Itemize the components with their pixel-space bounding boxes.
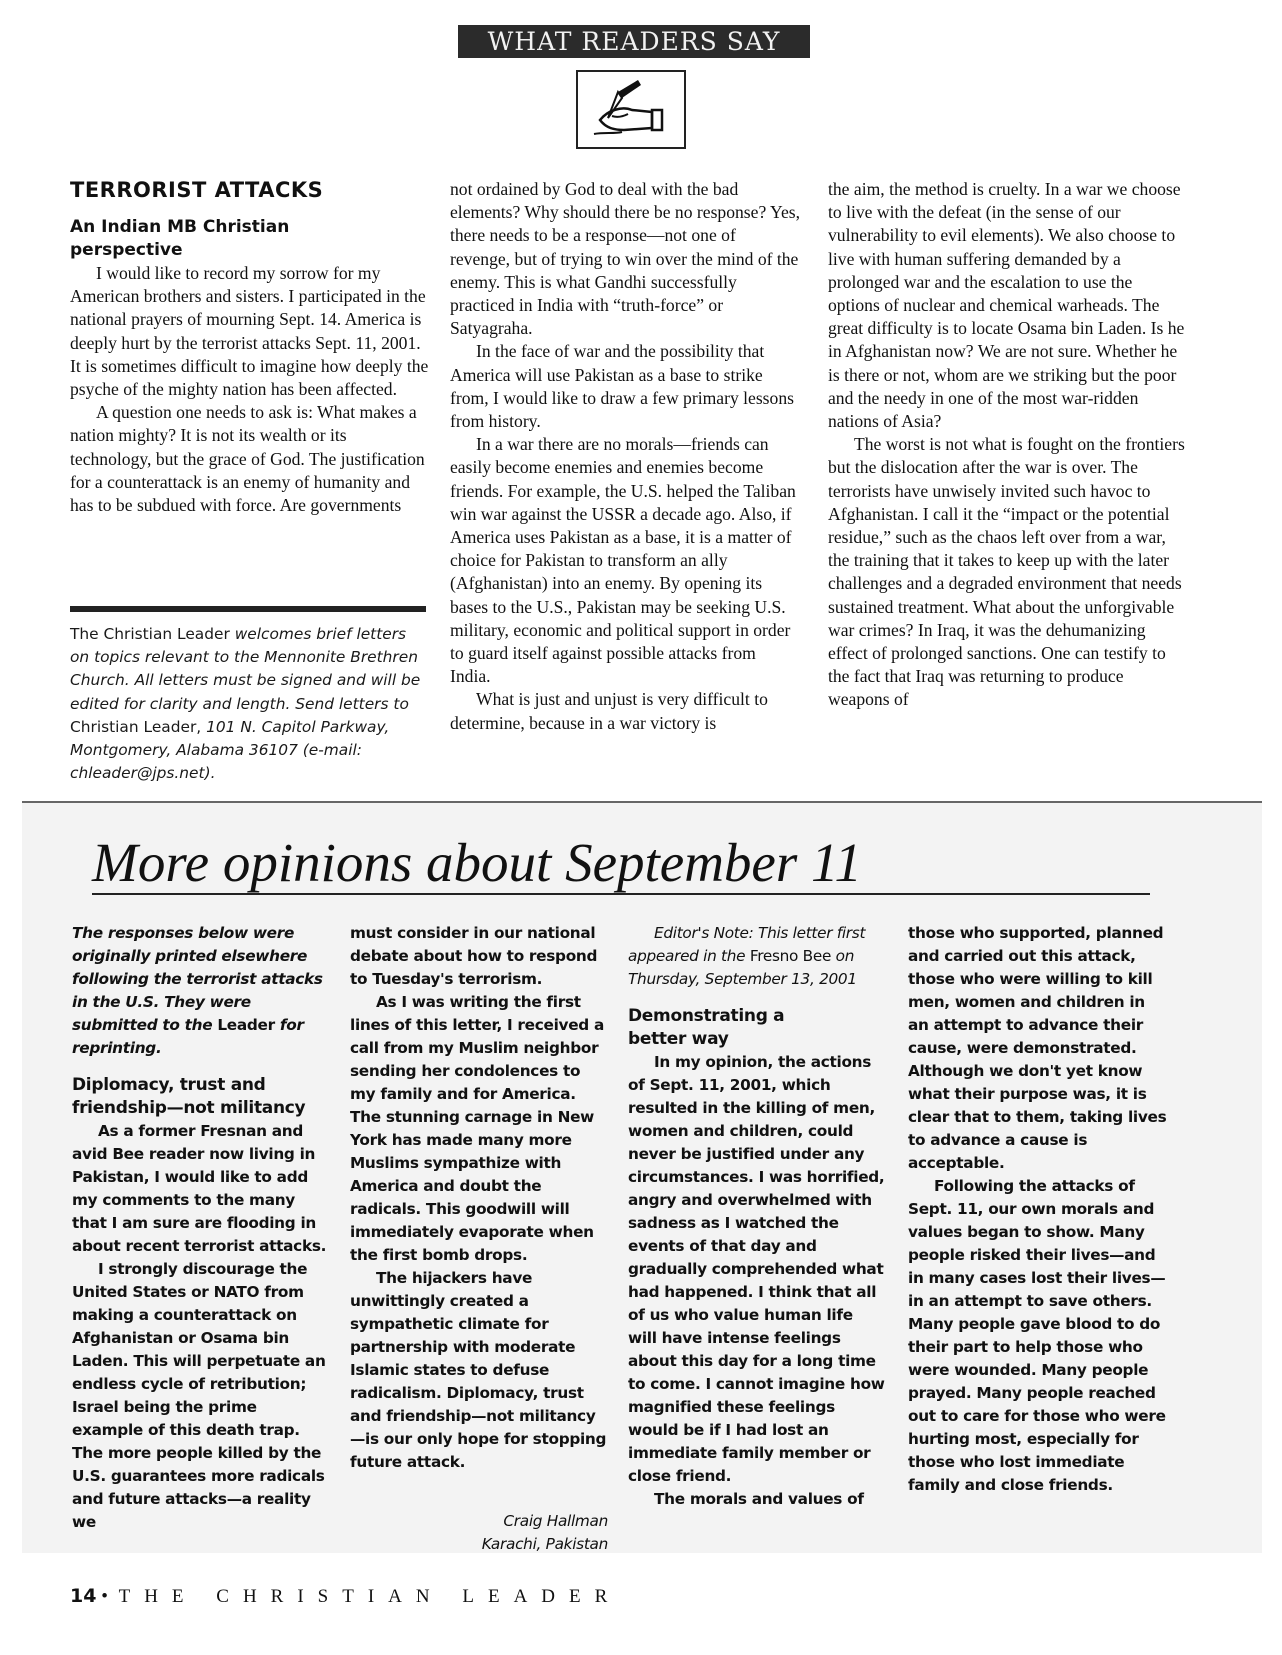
letter-column-3 (828, 178, 1188, 712)
page-number: 14 (70, 1585, 97, 1607)
paragraph: Following the attacks of Sept. 11, our own morals and values began to show. Many people risked their lives—and in many cases lost their lives—in an attempt to save others. Many people gave blood to do their part to help those who were wounded. Many people prayed. Many people reached out to care for those who were hurting most, especially for those who lost immediate family and close friends. (908, 1177, 1166, 1494)
publication-name: Fresno Bee (749, 947, 832, 965)
publication-title: THE CHRISTIAN LEADER (118, 1586, 622, 1607)
notice-text: 101 N. Capitol Parkway, Montgomery, Alabama 36107 (e-mail: chleader@jps.net). (70, 717, 390, 783)
paragraph: As a former Fresnan and avid Bee reader now living in Pakistan, I would like to add my comments to the many that I am sure are flooding in about recent terrorist attacks. (72, 1122, 327, 1255)
section-title: TERRORIST ATTACKS (70, 178, 324, 202)
publication-name: The Christian Leader (70, 625, 230, 643)
paragraph: In a war there are no morals—friends can easily become enemies and enemies become friends. For example, the U.S. helped the Taliban win war against the USSR a decade ago. Also, if America uses Pakistan as a base, it is a matter of choice for Pakistan to transform an ally (Afghanistan) into an enemy. By opening its bases to the U.S., Pakistan may be seeking U.S. military, economic and political support in order to guard itself against possible attacks from India. (450, 434, 796, 687)
opinion-column-4 (908, 922, 1168, 1497)
opinion-column-1 (72, 922, 327, 1534)
opinion-column-3 (628, 922, 886, 1511)
editor-note (628, 922, 886, 991)
paragraph: The morals and values of (654, 1490, 864, 1508)
headline: More opinions about September 11 (92, 832, 862, 893)
paragraph: In the face of war and the possibility that America will use Pakistan as a base to strike from, I would like to draw a few primary lessons from history. (450, 341, 794, 432)
paragraph: not ordained by God to deal with the bad elements? Why should there be no response? Yes, there needs to be a response—not one of revenge, but of trying to win over the mind of the enemy. This is what Gandhi successfully practiced in India with “truth-force” or Satyagraha. (450, 179, 801, 339)
headline-rule (92, 893, 1150, 895)
editor-note-text: on Thursday, September 13, 2001 (628, 947, 857, 988)
section-banner: WHAT READERS SAY (458, 25, 810, 58)
signature-name: Craig Hallman (503, 1512, 608, 1530)
letters-policy-notice (70, 623, 430, 785)
opinion-column-2 (350, 922, 608, 1556)
intro-text: The responses below were originally printed elsewhere following the terrorist attacks in the U.S. They were submitted to the (72, 924, 323, 1034)
paragraph: I would like to record my sorrow for my American brothers and sisters. I participated in the national prayers of mourning Sept. 14. America is deeply hurt by the terrorist attacks Sept. 11, 2001. It is sometimes difficult to imagine how deeply the psyche of the mighty nation has been affected. (70, 263, 429, 400)
letter-subhead: An Indian MB Christian perspective (70, 217, 290, 260)
paragraph: the aim, the method is cruelty. In a war we choose to live with the defeat (in the sense of our vulnerability to evil elements). We also choose to live with human suffering demanded by a prolonged war and the escalation to use the options of nuclear and chemical warheads. The great difficulty is to locate Osama bin Laden. Is he in Afghanistan now? We are not sure. Whether he is there or not, whom are we striking but the poor and the needy in one of the most war-ridden nations of Asia? (828, 179, 1185, 432)
paragraph: The worst is not what is fought on the frontiers but the dislocation after the war is over. The terrorists have unwisely invited such havoc to Afghanistan. I call it the “impact or the potential residue,” such as the chaos left over from a war, the training that it takes to keep up with the later challenges and a degraded environment that needs sustained treatment. What about the unforgivable war crimes? In Iraq, it was the dehumanizing effect of prolonged sanctions. One can testify to the fact that Iraq was returning to produce weapons of (828, 434, 1185, 710)
letter-icon-box (576, 70, 686, 149)
divider (70, 606, 426, 612)
notice-text: welcomes brief letters on topics relevant to the Mennonite Brethren Church. All letters must be signed and will be edited for clarity and length. Send letters to (70, 625, 421, 713)
footer-separator: • (101, 1586, 108, 1607)
publication-name: Leader (217, 1016, 275, 1034)
paragraph: In my opinion, the actions of Sept. 11, 2001, which resulted in the killing of men, women and children, could never be justified under any circumstances. I was horrified, angry and overwhelmed with sadness as I watched the events of that day and gradually comprehended what had happened. I think that all of us who value human life will have intense feelings about this day for a long time to come. I cannot imagine how magnified these feelings would be if I had lost an immediate family member or close friend. (628, 1053, 885, 1485)
paragraph: those who supported, planned and carried out this attack, those who were willing to kill men, women and children in an attempt to advance their cause, were demonstrated. Although we don't yet know what their purpose was, it is clear that to them, taking lives to advance a cause is acceptable. (908, 924, 1167, 1172)
letter-column-1 (70, 178, 430, 517)
paragraph: What is just and unjust is very difficult to determine, because in a war victory is (450, 689, 768, 733)
intro-text: for reprinting. (72, 1016, 304, 1057)
publication-name: Christian Leader, (70, 717, 207, 736)
page-footer (70, 1585, 621, 1608)
paragraph: The hijackers have unwittingly created a sympathetic climate for partnership with moderate Islamic states to defuse radicalism. Diplomacy, trust and friendship—not militancy—is our only hope for stopping future attack. (350, 1269, 607, 1471)
paragraph: I strongly discourage the United States or NATO from making a counterattack on Afghanistan or Osama bin Laden. This will perpetuate an endless cycle of retribution; Israel being the prime example of this death trap. The more people killed by the U.S. guarantees more radicals and future attacks—a reality we (72, 1260, 326, 1531)
editor-note-text: Editor's Note: This letter first appeared in the (628, 924, 866, 965)
signature-place: Karachi, Pakistan (481, 1535, 608, 1553)
section-divider (22, 801, 1262, 803)
opinion-subhead: Demonstrating a better way (628, 1006, 785, 1049)
paragraph: A question one needs to ask is: What makes a nation mighty? It is not its wealth or its technology, but the grace of God. The justification for a counterattack is an enemy of humanity and has to be subdued with force. Are governments (70, 402, 425, 516)
paragraph: As I was writing the first lines of this letter, I received a call from my Muslim neighbor sending her condolences to my family and for America. The stunning carnage in New York has made many more Muslims sympathize with America and doubt the radicals. This goodwill will immediately evaporate when the first bomb drops. (350, 993, 604, 1264)
hand-writing-icon (578, 72, 684, 147)
letter-column-2 (450, 178, 800, 735)
paragraph: must consider in our national debate about how to respond to Tuesday's terrorism. (350, 924, 598, 988)
intro-note (72, 922, 327, 1060)
opinion-subhead: Diplomacy, trust and friendship—not militancy (72, 1075, 306, 1118)
